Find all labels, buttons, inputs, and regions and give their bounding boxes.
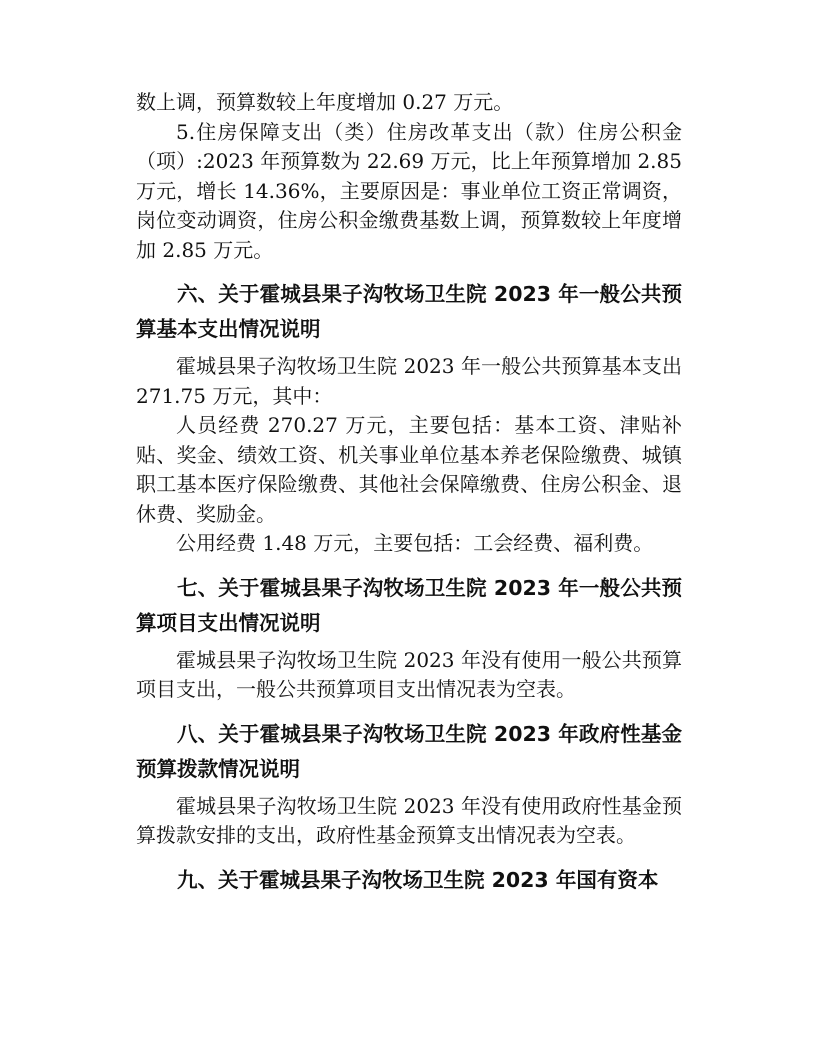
paragraph-government-fund: 霍城县果子沟牧场卫生院 2023 年没有使用政府性基金预算拨款安排的支出，政府性基金预算支出情况表为空表。 [136,793,682,847]
paragraph-personnel-expense: 人员经费 270.27 万元，主要包括：基本工资、津贴补贴、奖金、绩效工资、机关事业单位基本养老保险缴费、城镇职工基本医疗保险缴费、其他社会保障缴费、住房公积金、退休费、奖励金。 [136,413,682,526]
paragraph-project-expenditure: 霍城县果子沟牧场卫生院 2023 年没有使用一般公共预算项目支出，一般公共预算项目支出情况表为空表。 [136,647,682,701]
section-heading-8: 八、关于霍城县果子沟牧场卫生院 2023 年政府性基金预算拨款情况说明 [136,721,682,781]
paragraph-continued: 数上调，预算数较上年度增加 0.27 万元。 [136,90,514,114]
section-heading-7: 七、关于霍城县果子沟牧场卫生院 2023 年一般公共预算项目支出情况说明 [136,575,682,635]
paragraph-basic-expenditure: 霍城县果子沟牧场卫生院 2023 年一般公共预算基本支出 271.75 万元，其中： [136,354,682,408]
section-heading-9: 九、关于霍城县果子沟牧场卫生院 2023 年国有资本 [177,867,659,892]
paragraph-public-expense: 公用经费 1.48 万元，主要包括：工会经费、福利费。 [176,531,654,555]
document-page [136,88,682,903]
section-heading-6: 六、关于霍城县果子沟牧场卫生院 2023 年一般公共预算基本支出情况说明 [136,282,682,341]
paragraph-housing-security: 5.住房保障支出（类）住房改革支出（款）住房公积金（项）:2023 年预算数为 22.69 万元，比上年预算增加 2.85 万元，增长 14.36%，主要原因是：事业单位工资正常调资，岗位变动调资，住房公积金缴费基数上调，预算数较上年度增加 2.85 万元。 [136,119,682,262]
